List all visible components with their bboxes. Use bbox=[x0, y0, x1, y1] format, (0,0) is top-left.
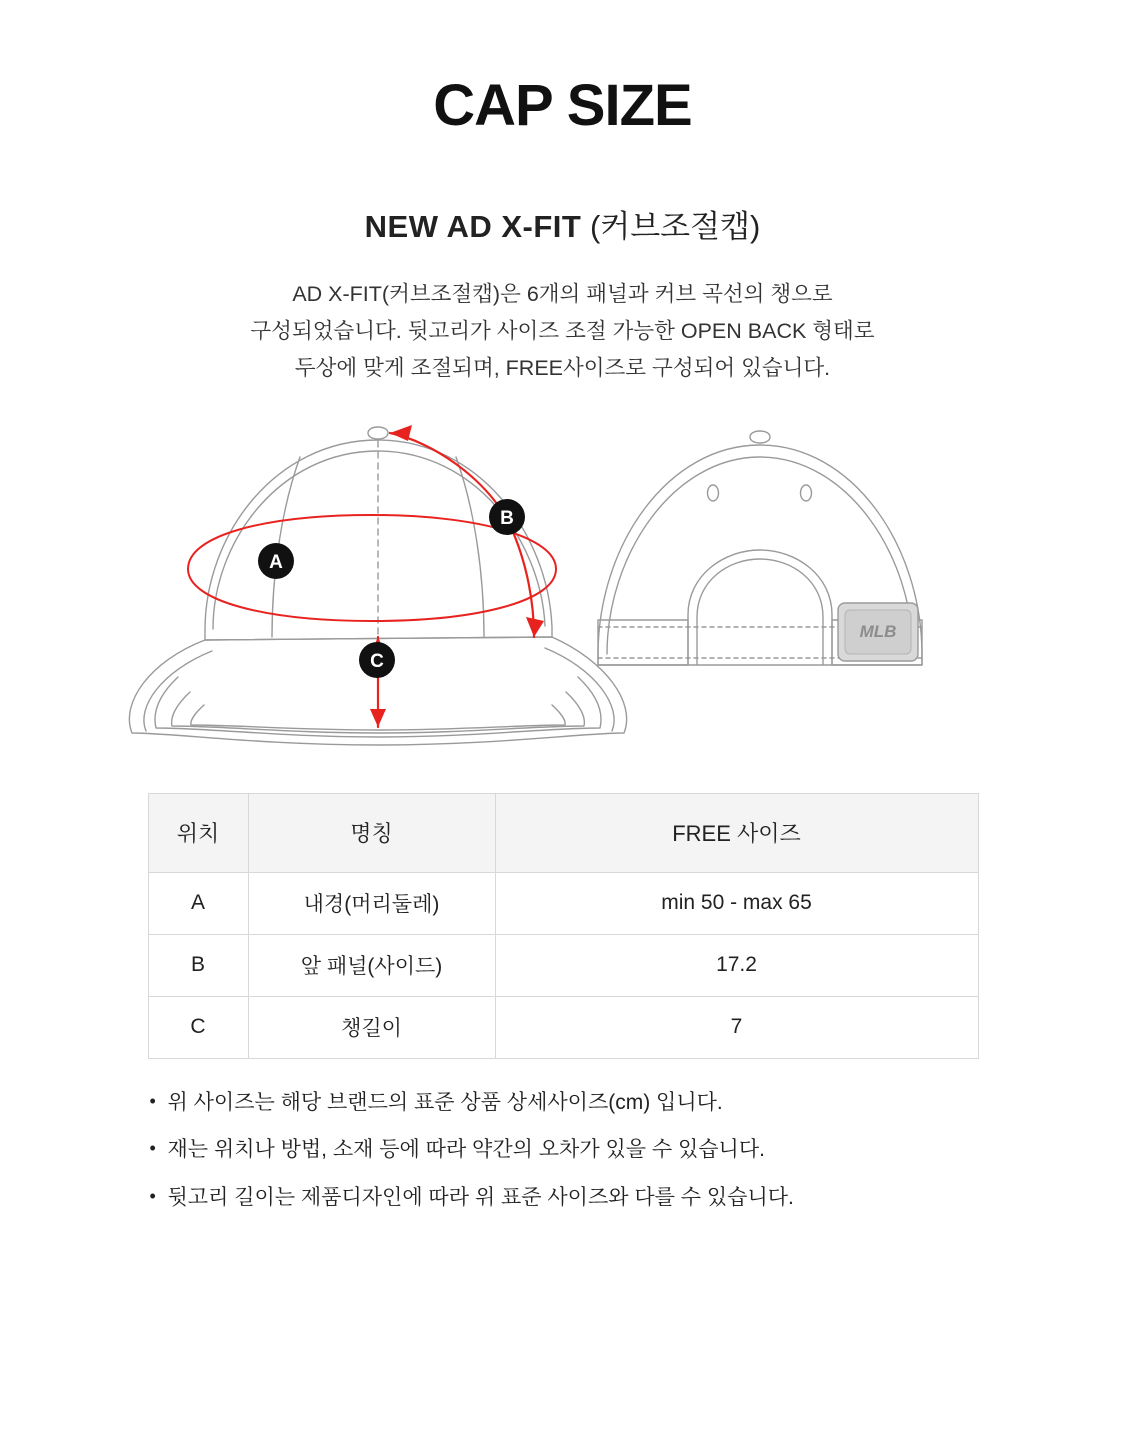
row-b-position: B bbox=[148, 934, 248, 996]
product-name-main: NEW AD X-FIT bbox=[364, 209, 582, 244]
cap-diagram bbox=[0, 415, 1125, 775]
page-title: CAP SIZE bbox=[433, 73, 692, 138]
size-table-container bbox=[148, 793, 978, 1059]
row-c-name: 챙길이 bbox=[248, 996, 495, 1058]
product-name bbox=[0, 201, 1125, 246]
note-text-3: 뒷고리 길이는 제품디자인에 따라 위 표준 사이즈와 다를 수 있습니다. bbox=[167, 1185, 794, 1209]
row-c-position: C bbox=[148, 996, 248, 1058]
row-b-name: 앞 패널(사이드) bbox=[248, 934, 495, 996]
table-row bbox=[148, 934, 978, 996]
table-row bbox=[148, 872, 978, 934]
back-strap-buckle bbox=[838, 603, 918, 661]
row-a-position: A bbox=[148, 872, 248, 934]
marker-b bbox=[489, 499, 525, 535]
list-item bbox=[150, 1134, 980, 1166]
size-table bbox=[148, 793, 979, 1059]
bullet-icon: • bbox=[149, 1138, 156, 1159]
description-line-1: AD X-FIT(커브조절캡)은 6개의 패널과 커브 곡선의 챙으로 bbox=[292, 282, 833, 306]
svg-text:B: B bbox=[500, 507, 514, 529]
measurement-lines bbox=[188, 433, 556, 727]
list-item bbox=[150, 1182, 980, 1214]
product-name-paren: (커브조절캡) bbox=[589, 209, 761, 244]
note-text-2: 재는 위치나 방법, 소재 등에 따라 약간의 오차가 있을 수 있습니다. bbox=[167, 1138, 765, 1162]
cap-size-guide-page bbox=[0, 72, 1125, 1435]
row-b-value: 17.2 bbox=[495, 934, 978, 996]
svg-text:A: A bbox=[269, 551, 283, 573]
note-text-1: 위 사이즈는 해당 브랜드의 표준 상품 상세사이즈(cm) 입니다. bbox=[167, 1090, 723, 1114]
measurement-arrowheads bbox=[370, 425, 544, 727]
buckle-logo-text: MLB bbox=[859, 621, 897, 641]
row-a-name: 내경(머리둘레) bbox=[248, 872, 495, 934]
table-header-position: 위치 bbox=[148, 793, 248, 872]
row-c-value: 7 bbox=[495, 996, 978, 1058]
notes-list bbox=[146, 1087, 980, 1214]
bullet-icon: • bbox=[149, 1090, 156, 1111]
row-a-value: min 50 - max 65 bbox=[495, 872, 978, 934]
bullet-icon: • bbox=[149, 1185, 156, 1206]
table-header-row bbox=[148, 793, 978, 872]
description-line-2: 구성되었습니다. 뒷고리가 사이즈 조절 가능한 OPEN BACK 형태로 bbox=[250, 318, 875, 343]
table-row bbox=[148, 996, 978, 1058]
description-line-3: 두상에 맞게 조절되며, FREE사이즈로 구성되어 있습니다. bbox=[294, 355, 831, 380]
product-description bbox=[0, 276, 1125, 387]
svg-text:C: C bbox=[370, 650, 384, 672]
list-item bbox=[150, 1087, 980, 1119]
cap-diagram-svg bbox=[0, 415, 1125, 775]
table-header-free-size: FREE 사이즈 bbox=[495, 793, 978, 872]
marker-a bbox=[258, 543, 294, 579]
marker-c bbox=[359, 642, 395, 678]
table-header-name: 명칭 bbox=[248, 793, 495, 872]
